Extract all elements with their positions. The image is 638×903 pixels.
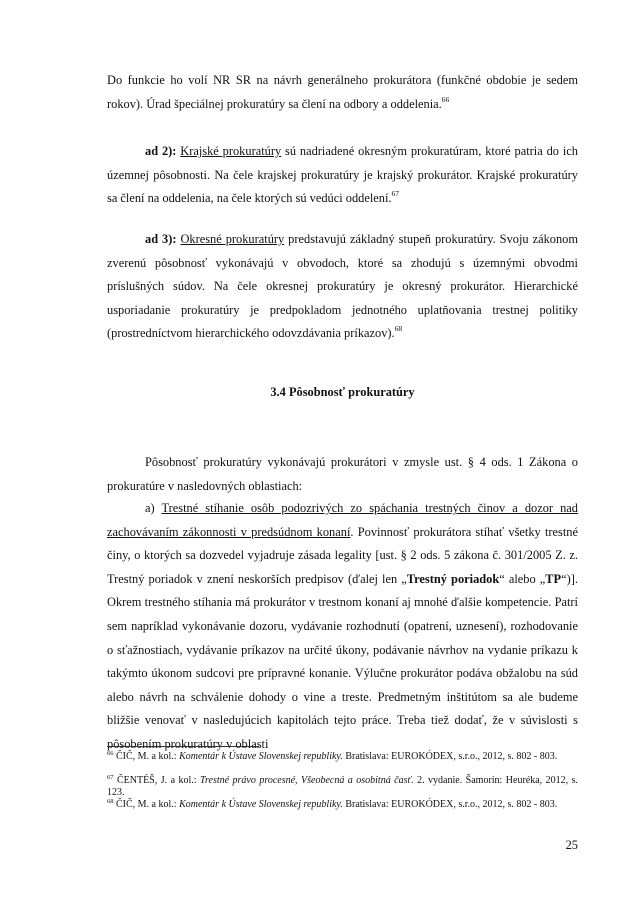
- footnote-ref[interactable]: 66: [441, 94, 450, 104]
- page-number: 25: [565, 838, 578, 852]
- paragraph-district-prosecution: [107, 228, 578, 346]
- paragraph-regional-prosecution: [107, 140, 578, 211]
- paragraph-text: “ alebo „: [499, 571, 546, 586]
- footnote-number: 66: [107, 750, 114, 757]
- footnote-rest: Bratislava: EUROKÓDEX, s.r.o., 2012, s. 802 - 803.: [342, 799, 558, 810]
- footnote-title: Komentár k Ústave Slovenskej republiky.: [179, 751, 343, 762]
- item-term: Krajské prokuratúry: [180, 144, 282, 158]
- item-label: a): [145, 501, 155, 515]
- bold-term: Trestný poriadok: [406, 571, 500, 586]
- footnote-authors: ČIČ, M. a kol.:: [116, 751, 180, 762]
- paragraph-text: . Povinnosť prokurátora stíhať všetky trestné činy, o ktorých sa dozvedel vyjadruje zásada legality [ust. § 2 ods. 5 zákona č. 301/2005 Z. z. Trestný poriadok v znení neskorších predpisov (ďalej len „: [107, 524, 578, 586]
- footnote-68: [107, 799, 578, 811]
- item-label: ad 3):: [145, 232, 177, 246]
- footnote-number: 68: [107, 798, 114, 805]
- footnote-rest: 2. vydanie. Šamorín: Heuréka, 2012, s. 123.: [107, 775, 578, 798]
- footnote-ref[interactable]: 68: [394, 324, 403, 334]
- bold-term: TP: [545, 571, 562, 586]
- paragraph-text: Do funkcie ho volí NR SR na návrh generálneho prokurátora (funkčné obdobie je sedem rokov). Úrad špeciálnej prokuratúry sa člení na odbory a oddelenia.: [107, 73, 578, 111]
- paragraph-item-a: [107, 497, 578, 757]
- section-heading: 3.4 Pôsobnosť prokuratúry: [270, 385, 415, 399]
- footnote-authors: ČENTÉŠ, J. a kol.:: [116, 775, 200, 786]
- footnote-rest: Bratislava: EUROKÓDEX, s.r.o., 2012, s. 802 - 803.: [342, 751, 558, 762]
- item-label: ad 2):: [145, 144, 177, 158]
- item-term: Okresné prokuratúry: [180, 232, 285, 246]
- footnote-66: [107, 751, 578, 763]
- paragraph-text: predstavujú základný stupeň prokuratúry. Svoju zákonom zverenú pôsobnosť vykonávajú v obvodoch, ktoré sa zhodujú s územnými obvodmi príslušných súdov. Na čele okresnej prokuratúry je okresný prokurátor. Hierarchické usporiadanie prokuratúry je predpokladom jednotného uplatňovania trestnej politiky (prostredníctvom hierarchického odovzdávania príkazov).: [107, 232, 578, 341]
- item-term: Trestné stíhanie osôb podozrivých zo spáchania trestných činov a dozor nad zachovávaním zákonnosti v predsúdnom konaní: [107, 501, 578, 539]
- footnote-title: Trestné právo procesné, Všeobecná a osobitná časť.: [199, 775, 414, 786]
- paragraph-text: “)]. Okrem trestného stíhania má prokurátor v trestnom konaní aj mnohé ďalšie kompetencie. Patrí sem napríklad vykonávanie dozoru, vydávanie rozhodnutí (opatrení, uznesení), rozhodovanie o sťažnostiach, vydávanie príkazov na určité úkony, podávanie návrhov na vydanie príkazu k takýmto úkonom sudcovi pre prípravné konanie. Výlučne prokurátor podáva obžalobu na súd alebo návrh na schválenie dohody o vine a treste. Predmetným inštitútom sa ale budeme bližšie venovať v nasledujúcich kapitolách tejto práce. Treba tiež dodať, že v súvislosti s pôsobením prokuratúry v oblasti: [107, 571, 578, 751]
- paragraph-text: sú nadriadené okresným prokuratúram, ktoré patria do ich územnej pôsobnosti. Na čele krajskej prokuratúry je krajský prokurátor. Krajské prokuratúry sa člení na oddelenia, na čele ktorých sú vedúci oddelení.: [107, 144, 578, 206]
- footnote-number: 67: [107, 774, 114, 781]
- footnote-separator: [107, 746, 259, 747]
- footnote-67: [107, 775, 578, 799]
- footnote-title: Komentár k Ústave Slovenskej republiky.: [179, 799, 343, 810]
- paragraph-intro: Pôsobnosť prokuratúry vykonávajú prokurátori v zmysle ust. § 4 ods. 1 Zákona o prokuratúre v nasledovných oblastiach:: [107, 455, 578, 493]
- footnote-ref[interactable]: 67: [391, 189, 400, 199]
- paragraph-continuation: [107, 69, 578, 116]
- footnote-authors: ČIČ, M. a kol.:: [116, 799, 180, 810]
